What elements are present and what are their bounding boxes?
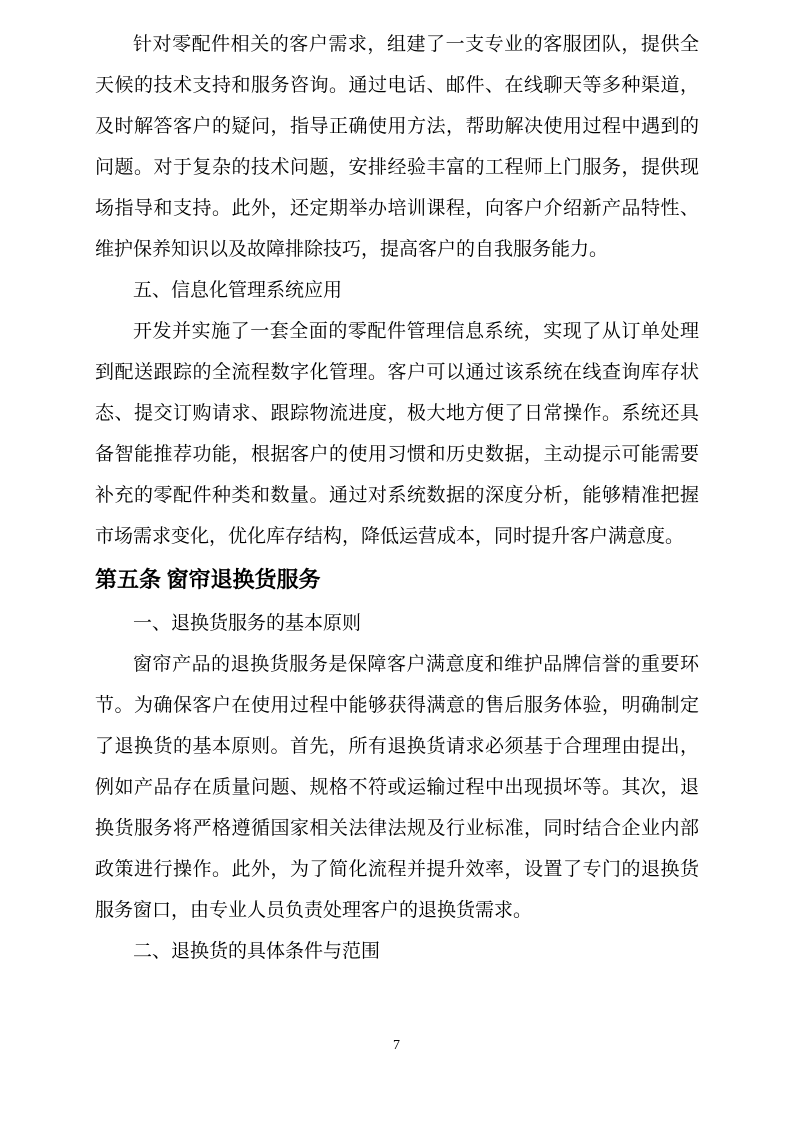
paragraph-heading: 第五条 窗帘退换货服务	[95, 567, 321, 592]
document-body	[95, 24, 699, 972]
paragraph-subheading: 五、信息化管理系统应用	[133, 280, 343, 301]
page-number: 7	[393, 1038, 400, 1053]
paragraph-body: 开发并实施了一套全面的零配件管理信息系统，实现了从订单处理到配送跟踪的全流程数字化管理。客户可以通过该系统在线查询库存状态、提交订购请求、跟踪物流进度，极大地方便了日常操作。系统还具备智能推荐功能，根据客户的使用习惯和历史数据，主动提示可能需要补充的零配件种类和数量。通过对系统数据的深度分析，能够精准把握市场需求变化，优化库存结构，降低运营成本，同时提升客户满意度。	[95, 321, 699, 547]
paragraph-body: 针对零配件相关的客户需求，组建了一支专业的客服团队，提供全天候的技术支持和服务咨询。通过电话、邮件、在线聊天等多种渠道，及时解答客户的疑问，指导正确使用方法，帮助解决使用过程中遇到的问题。对于复杂的技术问题，安排经验丰富的工程师上门服务，提供现场指导和支持。此外，还定期举办培训课程，向客户介绍新产品特性、维护保养知识以及故障排除技巧，提高客户的自我服务能力。	[95, 34, 699, 260]
paragraph-body: 窗帘产品的退换货服务是保障客户满意度和维护品牌信誉的重要环节。为确保客户在使用过程中能够获得满意的售后服务体验，明确制定了退换货的基本原则。首先，所有退换货请求必须基于合理理由提出，例如产品存在质量问题、规格不符或运输过程中出现损坏等。其次，退换货服务将严格遵循国家相关法律法规及行业标准，同时结合企业内部政策进行操作。此外，为了简化流程并提升效率，设置了专门的退换货服务窗口，由专业人员负责处理客户的退换货需求。	[95, 654, 699, 921]
paragraph-subheading: 一、退换货服务的基本原则	[133, 613, 362, 634]
paragraph-subheading: 二、退换货的具体条件与范围	[133, 941, 381, 962]
